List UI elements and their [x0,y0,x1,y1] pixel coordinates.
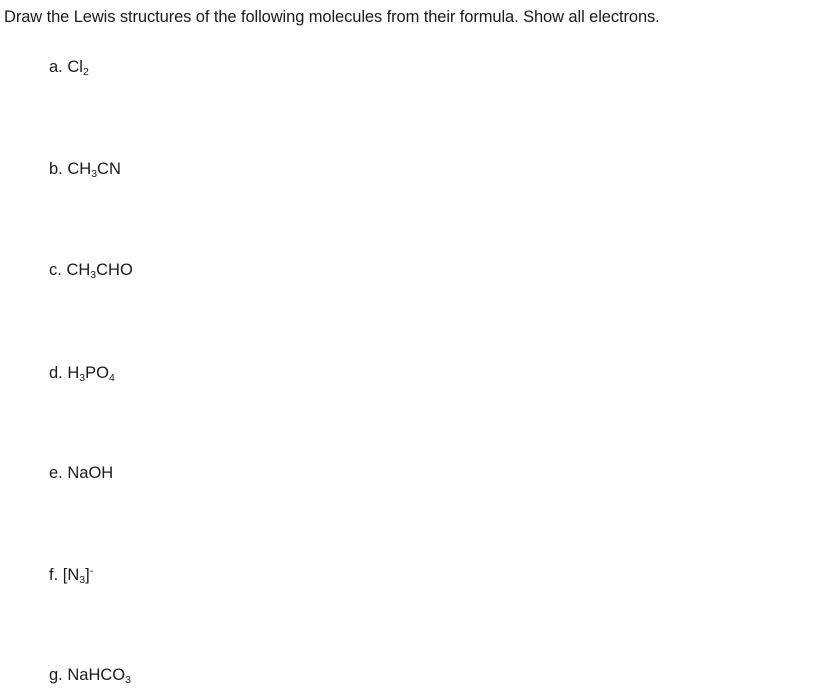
question-item-d [49,364,115,383]
chemical-formula: $[N_3]^-$ [62,565,94,586]
question-item-a [49,58,89,77]
item-letter: c. [49,261,62,279]
chemical-formula: $H_3PO_4$ [67,364,115,384]
question-item-f [49,566,93,585]
chemical-formula: $CH_3CN$ [67,160,121,180]
question-item-g [49,666,131,685]
item-letter: f. [49,566,59,584]
item-letter: a. [49,58,63,76]
item-letter: d. [49,364,63,382]
chemical-formula: $Cl_2$ [67,58,89,78]
chemical-formula: $CH_3CHO$ [66,261,133,281]
item-letter: b. [49,160,63,178]
chemical-formula: NaHCO$_3$ [67,666,131,686]
item-letter: e. [49,464,63,482]
chemical-formula: NaOH [67,464,114,482]
question-item-b [49,160,121,179]
item-letter: g. [49,666,63,684]
instruction-text: Draw the Lewis structures of the following molecules from their formula. Show all electrons. [4,8,660,26]
question-item-c [49,261,133,280]
question-item-e [49,464,113,483]
